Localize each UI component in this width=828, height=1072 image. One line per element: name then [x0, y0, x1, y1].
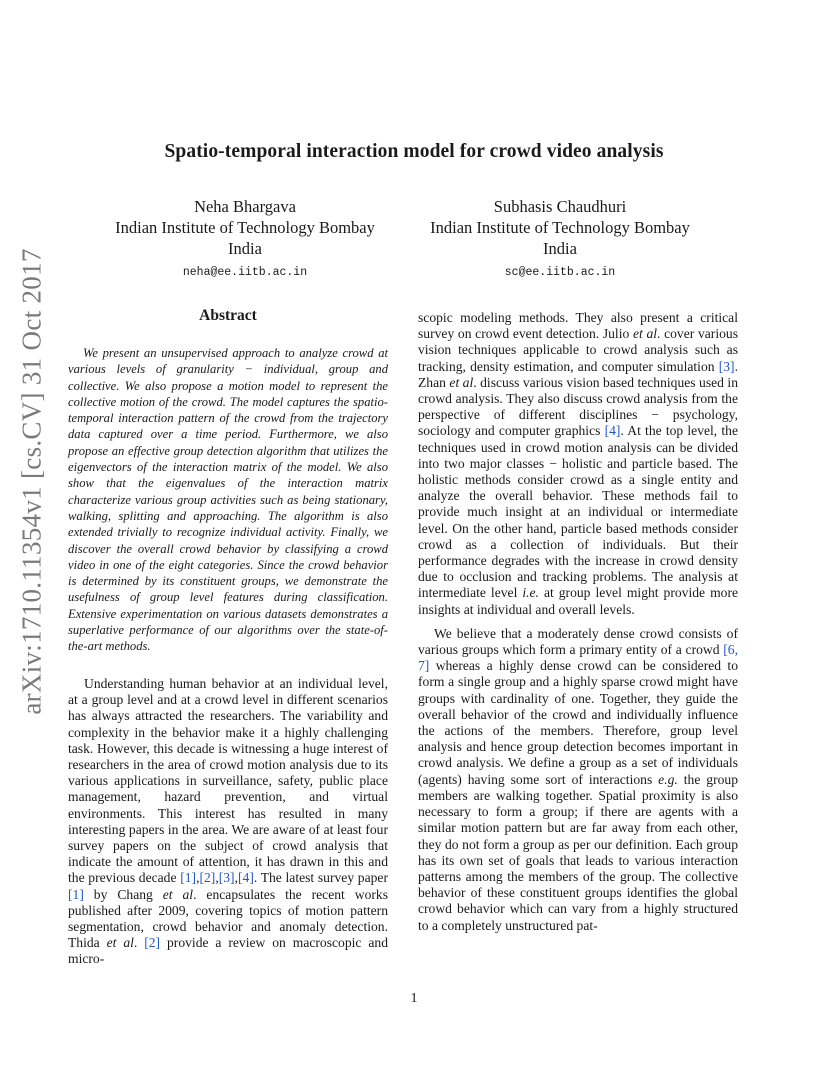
text-run: whereas a highly dense crowd can be considered to form a single group and a highly sparse crowd might have groups with cardinality of one. Together, they guide the overall behavior of the crowd and individually influence the actions of the members. Therefore, group level analysis and hence group detection becomes important in crowd analysis. We define a group as a set of individuals (agents) having some sort of interactions [418, 658, 738, 787]
arxiv-identifier [12, 247, 52, 715]
text-run: by Chang [83, 886, 163, 902]
author-email: neha@ee.iitb.ac.in [182, 266, 308, 279]
text-run: . At the top level, the techniques used in crowd motion analysis can be divided into two major classes − holistic and particle based. The holistic methods consider crowd as a single entity and analyze the overall behavior. These methods fail to provide much insight at an individual or intermediate level. On the other hand, particle based methods consider crowd as a collection of individuals. But their performance degrades with the increase in crowd density due to occlusion and tracking problems. The analysis at intermediate level [418, 423, 738, 601]
author-name: Subhasis Chaudhuri [493, 197, 627, 216]
citation-link[interactable]: [3] [218, 870, 235, 886]
et-al: et al [632, 326, 658, 342]
text-run: provide a review on macroscopic and micro- [68, 935, 388, 967]
abstract-text: We present an unsupervised approach to analyze crowd at various levels of granularity − individual, group and collective. We also propose a motion model to represent the collective motion of the crowd. The model captures the spatio-temporal interaction pattern of the crowd from the trajectory data captured over a time period. Furthermore, we also propose an effective group detection algorithm that utilizes the eigenvectors of the interaction matrix of the model. We also show that the eigenvalues of the interaction matrix characterize various group activities such as being stationary, walking, splitting and approaching. The algorithm is also extended trivially to recognize individual activity. Finally, we discover the overall crowd behavior by classifying a crowd video in one of the eight categories. Since the crowd behavior is determined by its constituent groups, we demonstrate the usefulness of group level features during classification. Extensive experimentation on various datasets demonstrates a superlative performance of our algorithms over the state-of-the-art methods. [68, 346, 388, 654]
intro-paragraph: Understanding human behavior at an individual level, at a group level and at a crowd level in different scenarios has always attracted the researchers. The variability and complexity in the behavior make it a highly challenging task. However, this decade is witnessing a huge interest of researchers in the area of crowd motion analysis due to its various applications in surveillance, safety, public place management, hazard prevention, and virtual environments. This interest has resulted in many interesting papers in the area. We are aware of at least four survey papers on the subject of crowd analysis that indicate the amount of attention, it has drawn in this and the previous decade [1],[2],[3],[4]. The latest survey paper [1] by Chang et al. encapsulates the recent works published after 2009, covering topics of motion pattern segmentation, crowd behavior and anomaly detection. Thida et al. [2] provide a review on macroscopic and micro- [68, 676, 388, 967]
citation-link[interactable]: [4] [238, 870, 254, 886]
text-run: . encapsulates the recent works published after 2009, covering topics of motion pattern segmentation, crowd behavior and anomaly detection. Thida [68, 886, 388, 951]
page-number: 1 [410, 991, 418, 1006]
citation-link[interactable]: [2] [199, 870, 216, 886]
text-run: . The latest survey paper [253, 870, 388, 886]
author-block-1 [88, 196, 402, 283]
citation-link[interactable]: [1] [68, 886, 84, 902]
left-column [68, 676, 388, 968]
text-run: . discuss various vision based techniques used in crowd analysis. They also discuss crowd analysis from the perspective of different disciplines − psychology, sociology and computer graphics [418, 374, 738, 439]
citation-link[interactable]: [1] [180, 870, 197, 886]
author-country: India [543, 239, 577, 258]
text-run: . [133, 935, 145, 951]
author-country: India [228, 239, 262, 258]
citation-link[interactable]: [6, 7] [418, 642, 738, 674]
citation-link[interactable]: [4] [604, 423, 621, 439]
text-run: at group level might provide more insights at individual and overall levels. [418, 585, 739, 617]
et-al: et al [449, 374, 474, 390]
et-al: et al [162, 886, 194, 902]
paper-title: Spatio-temporal interaction model for crowd video analysis [164, 141, 664, 162]
author-institution: Indian Institute of Technology Bombay [430, 218, 690, 237]
groups-paragraph [418, 626, 738, 934]
citation-link[interactable]: [2] [144, 935, 161, 951]
author-institution: Indian Institute of Technology Bombay [115, 218, 375, 237]
arxiv-identifier-text: arXiv:1710.11354v1 [cs.CV] 31 Oct 2017 [16, 247, 47, 715]
text-run: . cover various vision techniques applicable to crowd analysis such as tracking, density estimation, and computer simulation [418, 326, 738, 374]
text-run: Understanding human behavior at an individual level, at a group level and at a crowd level in different scenarios has always attracted the researchers. The variability and complexity in the behavior make it a highly challenging task. However, this decade is witnessing a huge interest of researchers in the area of crowd motion analysis due to its various applications in surveillance, safety, public place management, hazard prevention, and virtual environments. This interest has resulted in many interesting papers in the area. We are aware of at least four survey papers on the subject of crowd analysis that indicate the amount of attention, it has drawn in this and the previous decade [68, 676, 388, 886]
text-run: . Zhan [418, 358, 738, 390]
abstract-heading: Abstract [199, 307, 257, 324]
author-name: Neha Bhargava [194, 197, 296, 216]
text-run: We believe that a moderately dense crowd consists of various groups which form a primary entity of a crowd [418, 625, 738, 658]
eg-abbrev: e.g. [658, 771, 678, 787]
author-email: sc@ee.iitb.ac.in [504, 266, 616, 279]
survey-paragraph [418, 310, 738, 618]
right-column [418, 310, 738, 934]
author-block-2 [405, 196, 715, 283]
et-al: et al [106, 935, 134, 951]
citation-link[interactable]: [3] [718, 358, 735, 374]
text-run: scopic modeling methods. They also present a critical survey on crowd event detection. Julio [418, 310, 738, 342]
ie-abbrev: i.e. [522, 585, 539, 601]
text-run: the group members are walking together. Spatial proximity is also necessary to form a group; if there are agents with a similar motion pattern but are far away from each other, they do not form a group as per our definition. Each group has its own set of goals that leads to various interaction patterns among the members of the group. The collective behavior of these constituent groups identifies the global crowd behavior which can vary from a highly structured to a completely unstructured pat- [418, 771, 738, 933]
